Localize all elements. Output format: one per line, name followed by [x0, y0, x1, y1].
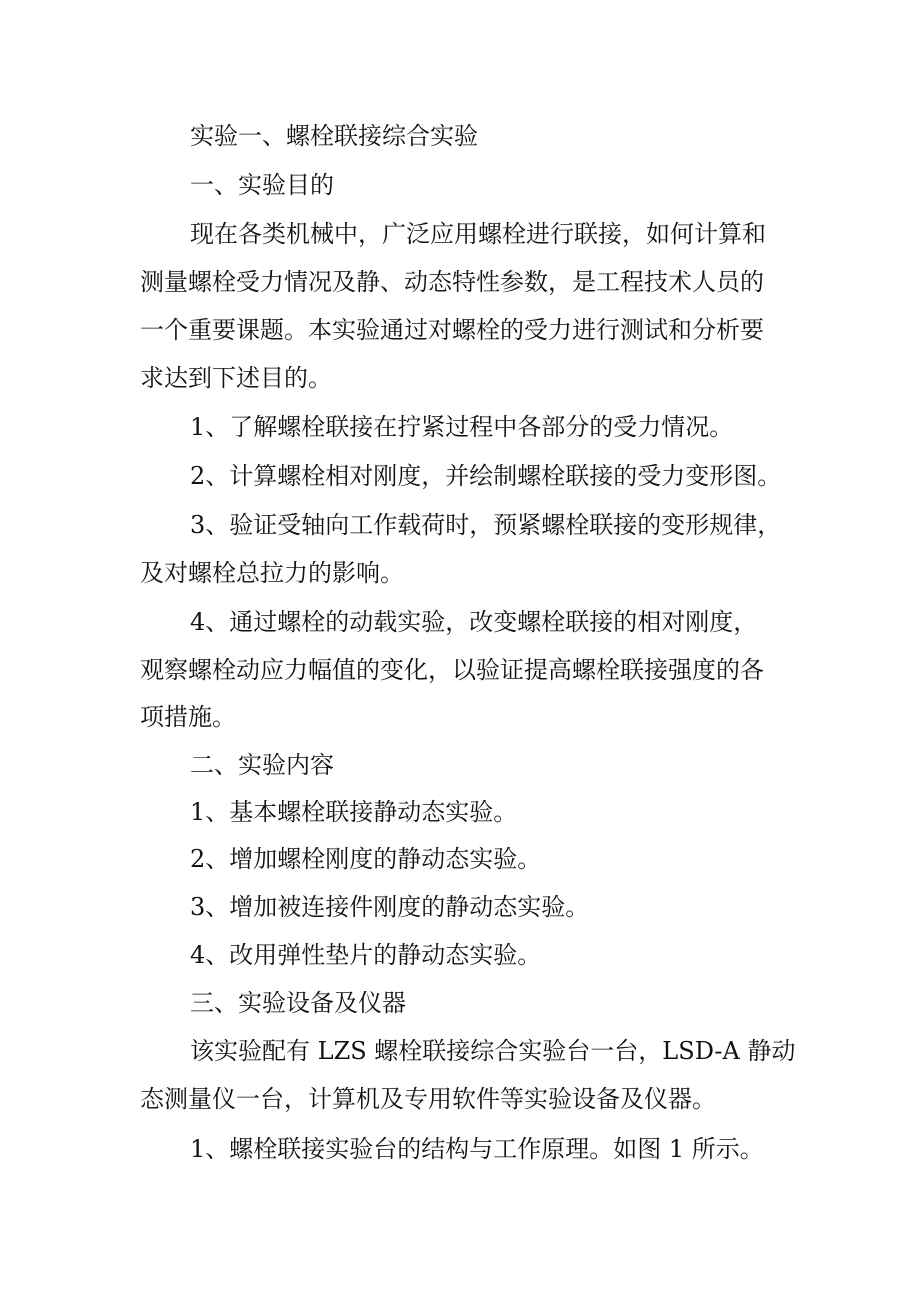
paragraph-line: 测量螺栓受力情况及静、动态特性参数，是工程技术人员的: [140, 268, 764, 296]
paragraph-line: 一个重要课题。本实验通过对螺栓的受力进行测试和分析要: [140, 316, 764, 344]
paragraph-line: 现在各类机械中，广泛应用螺栓进行联接，如何计算和: [190, 220, 766, 248]
paragraph-line: 求达到下述目的。: [140, 364, 332, 392]
list-item-continuation: 及对螺栓总拉力的影响。: [140, 559, 404, 587]
list-item: 1、了解螺栓联接在拧紧过程中各部分的受力情况。: [190, 413, 734, 441]
list-item: 4、通过螺栓的动载实验，改变螺栓联接的相对刚度，: [190, 608, 758, 636]
list-item: 3、增加被连接件刚度的静动态实验。: [190, 893, 590, 921]
section-heading-content: 二、实验内容: [190, 751, 334, 779]
paragraph-line: 该实验配有 LZS 螺栓联接综合实验台一台，LSD-A 静动: [190, 1037, 796, 1065]
list-item: 1、螺栓联接实验台的结构与工作原理。如图 1 所示。: [190, 1135, 764, 1163]
list-item-continuation: 观察螺栓动应力幅值的变化，以验证提高螺栓联接强度的各: [140, 656, 764, 684]
list-item: 1、基本螺栓联接静动态实验。: [190, 798, 518, 826]
section-heading-purpose: 一、实验目的: [190, 171, 334, 199]
paragraph-line: 态测量仪一台，计算机及专用软件等实验设备及仪器。: [140, 1085, 716, 1113]
list-item: 4、改用弹性垫片的静动态实验。: [190, 941, 542, 969]
list-item: 2、计算螺栓相对刚度，并绘制螺栓联接的受力变形图。: [190, 462, 782, 490]
document-title: 实验一、螺栓联接综合实验: [190, 122, 478, 150]
list-item: 2、增加螺栓刚度的静动态实验。: [190, 845, 542, 873]
list-item-continuation: 项措施。: [140, 703, 236, 731]
list-item: 3、验证受轴向工作载荷时，预紧螺栓联接的变形规律，: [190, 511, 782, 539]
section-heading-equipment: 三、实验设备及仪器: [190, 989, 406, 1017]
